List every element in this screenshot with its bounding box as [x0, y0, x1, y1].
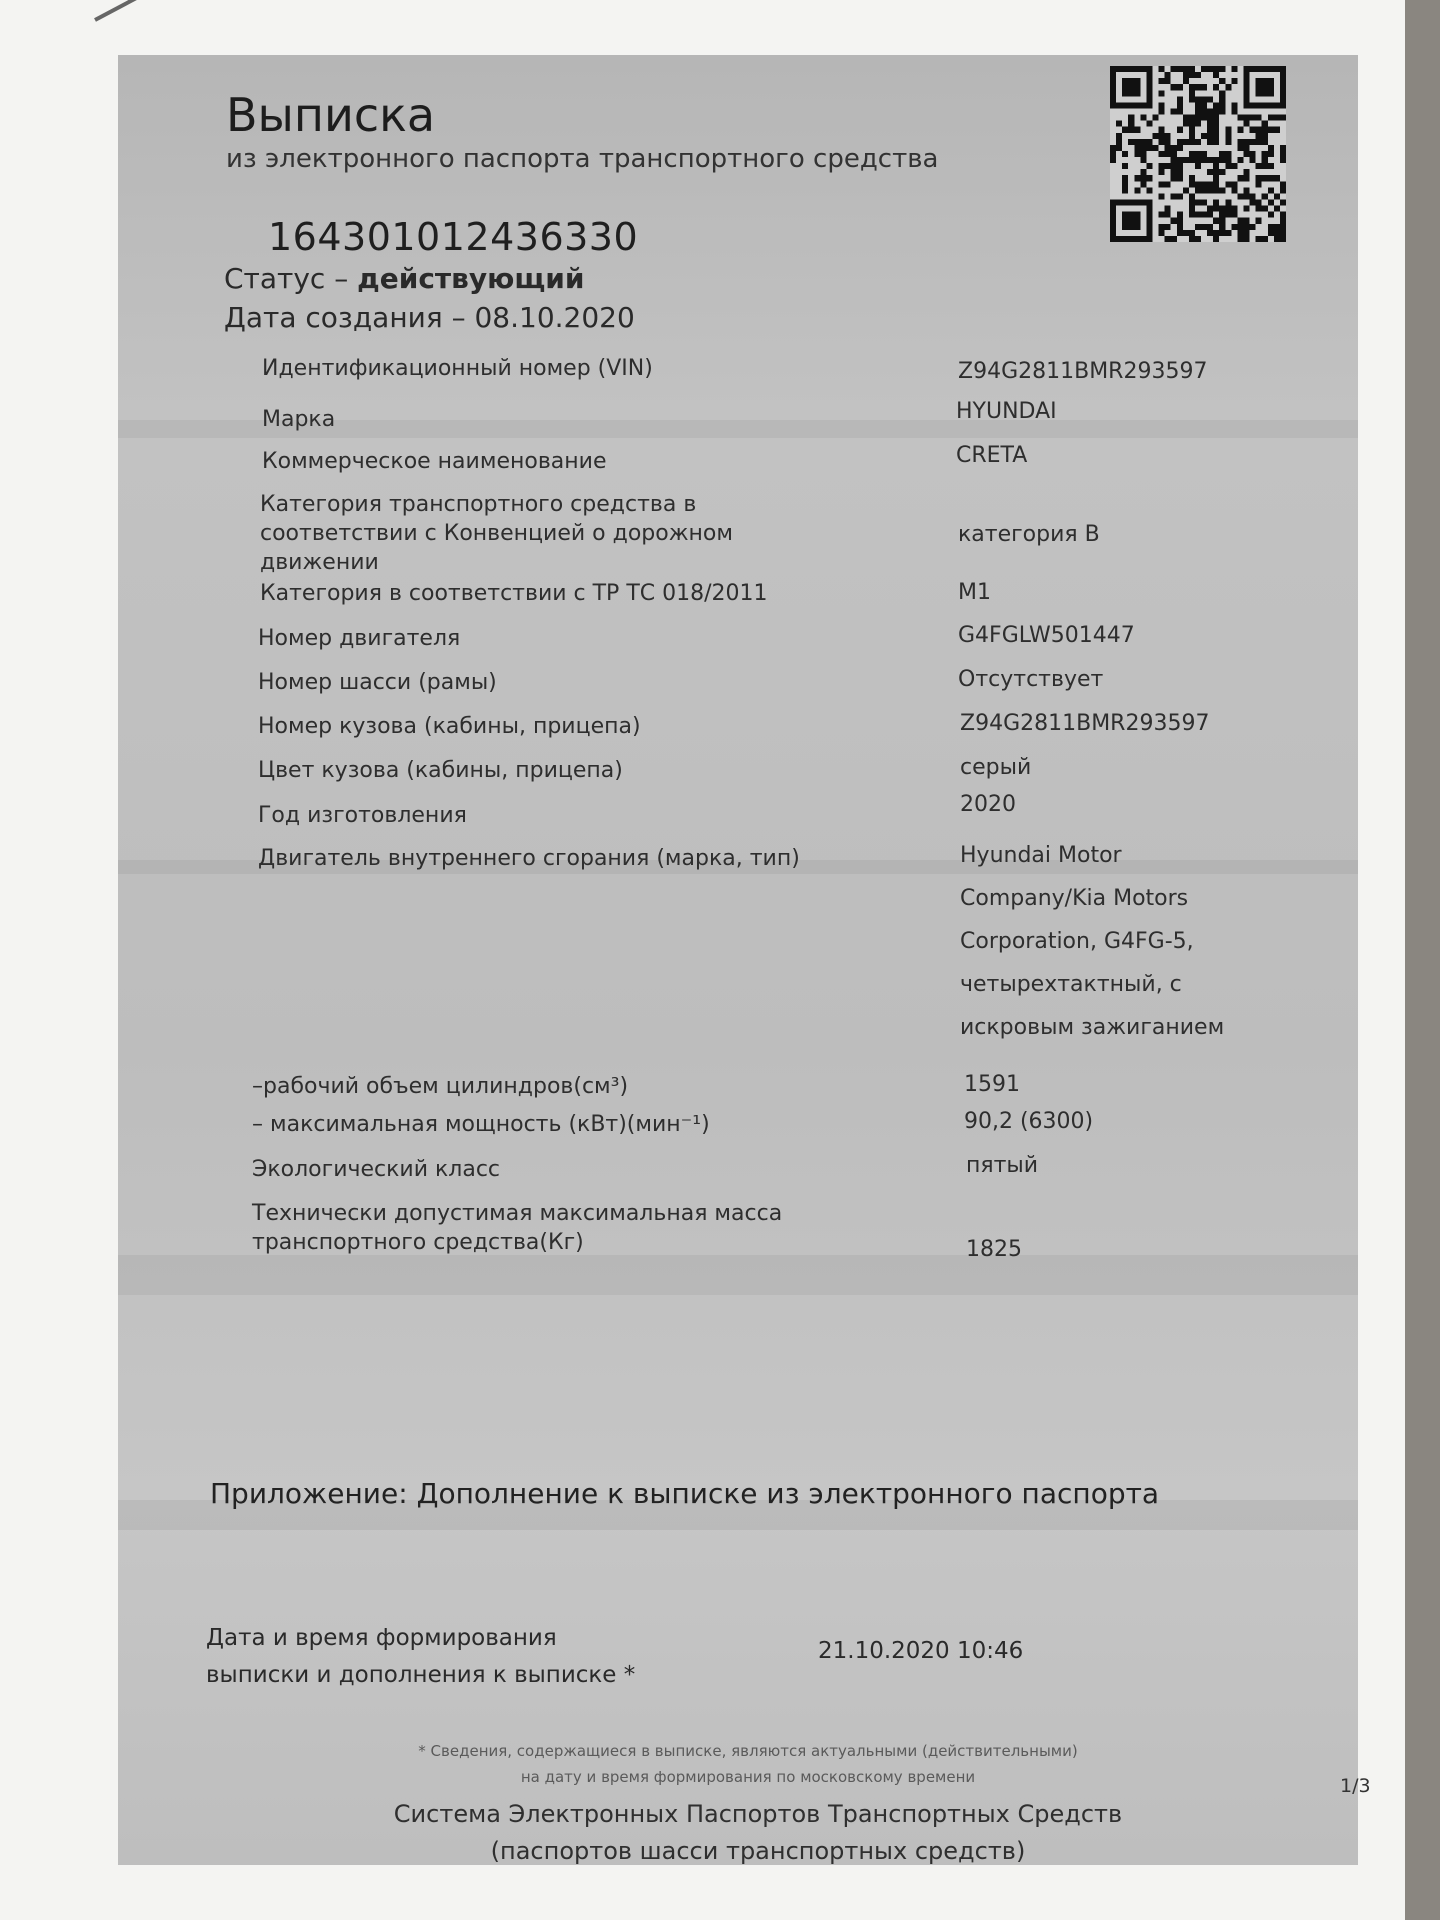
system-name-line-1: Система Электронных Паспортов Транспортных Средств [393, 1800, 1123, 1828]
creation-date: Дата создания – 08.10.2020 [224, 301, 635, 334]
print-stripe [118, 1255, 1358, 1295]
document-number: 164301012436330 [268, 215, 639, 259]
body-color-value: серый [960, 755, 1032, 780]
manufacture-year-label: Год изготовления [258, 803, 467, 828]
generation-datetime-label: Дата и время формирования выписки и дополнения к выписке * [206, 1625, 636, 1688]
commercial-name-label: Коммерческое наименование [262, 449, 607, 474]
system-name-line-2: (паспортов шасси транспортных средств) [490, 1837, 1026, 1865]
footnote-line-2: на дату и время формирования по московскому времени [520, 1768, 976, 1786]
body-color-label: Цвет кузова (кабины, прицепа) [258, 758, 623, 783]
chassis-number-label: Номер шасси (рамы) [258, 670, 497, 695]
make-label: Марка [262, 407, 336, 432]
manufacture-year-value: 2020 [960, 792, 1016, 817]
category-tr-value: М1 [958, 580, 991, 605]
qr-code [1108, 66, 1288, 242]
document-subtitle: из электронного паспорта транспортного средства [226, 144, 939, 174]
max-mass-label: Технически допустимая максимальная масса транспортного средства(Кг) [252, 1201, 783, 1255]
vin-label: Идентификационный номер (VIN) [262, 356, 653, 381]
footnote-line-1: * Сведения, содержащиеся в выписке, являются актуальными (действительными) [418, 1742, 1078, 1760]
displacement-value: 1591 [964, 1072, 1020, 1097]
vin-value: Z94G2811BMR293597 [958, 359, 1208, 384]
commercial-name-value: CRETA [956, 443, 1028, 468]
eco-class-label: Экологический класс [252, 1157, 501, 1182]
max-power-value: 90,2 (6300) [964, 1109, 1094, 1134]
generation-datetime-value: 21.10.2020 10:46 [818, 1638, 1024, 1664]
max-mass-value: 1825 [966, 1237, 1022, 1262]
engine-type-label: Двигатель внутреннего сгорания (марка, тип) [258, 846, 800, 871]
engine-number-value: G4FGLW501447 [958, 623, 1135, 648]
status-value: действующий [357, 262, 585, 295]
engine-number-label: Номер двигателя [258, 626, 461, 651]
status-prefix: Статус – [224, 262, 358, 295]
engine-type-value: Hyundai Motor Company/Kia Motors Corporation, G4FG-5, четырехтактный, с искровым зажиганием [960, 843, 1225, 1040]
category-convention-label: Категория транспортного средства в соответствии с Конвенцией о дорожном движении [260, 492, 733, 575]
status-line [224, 262, 585, 295]
body-number-label: Номер кузова (кабины, прицепа) [258, 714, 641, 739]
category-convention-value: категория В [958, 522, 1100, 547]
eco-class-value: пятый [966, 1153, 1039, 1178]
document-title: Выписка [226, 88, 436, 142]
make-value: HYUNDAI [956, 399, 1057, 424]
category-tr-label: Категория в соответствии с ТР ТС 018/2011 [260, 581, 768, 606]
chassis-number-value: Отсутствует [958, 667, 1104, 692]
page-number: 1/3 [1340, 1775, 1371, 1797]
appendix-heading: Приложение: Дополнение к выписке из электронного паспорта [210, 1477, 1160, 1510]
displacement-label: –рабочий объем цилиндров(см³) [252, 1074, 629, 1099]
body-number-value: Z94G2811BMR293597 [960, 711, 1210, 736]
max-power-label: – максимальная мощность (кВт)(мин⁻¹) [252, 1112, 710, 1137]
